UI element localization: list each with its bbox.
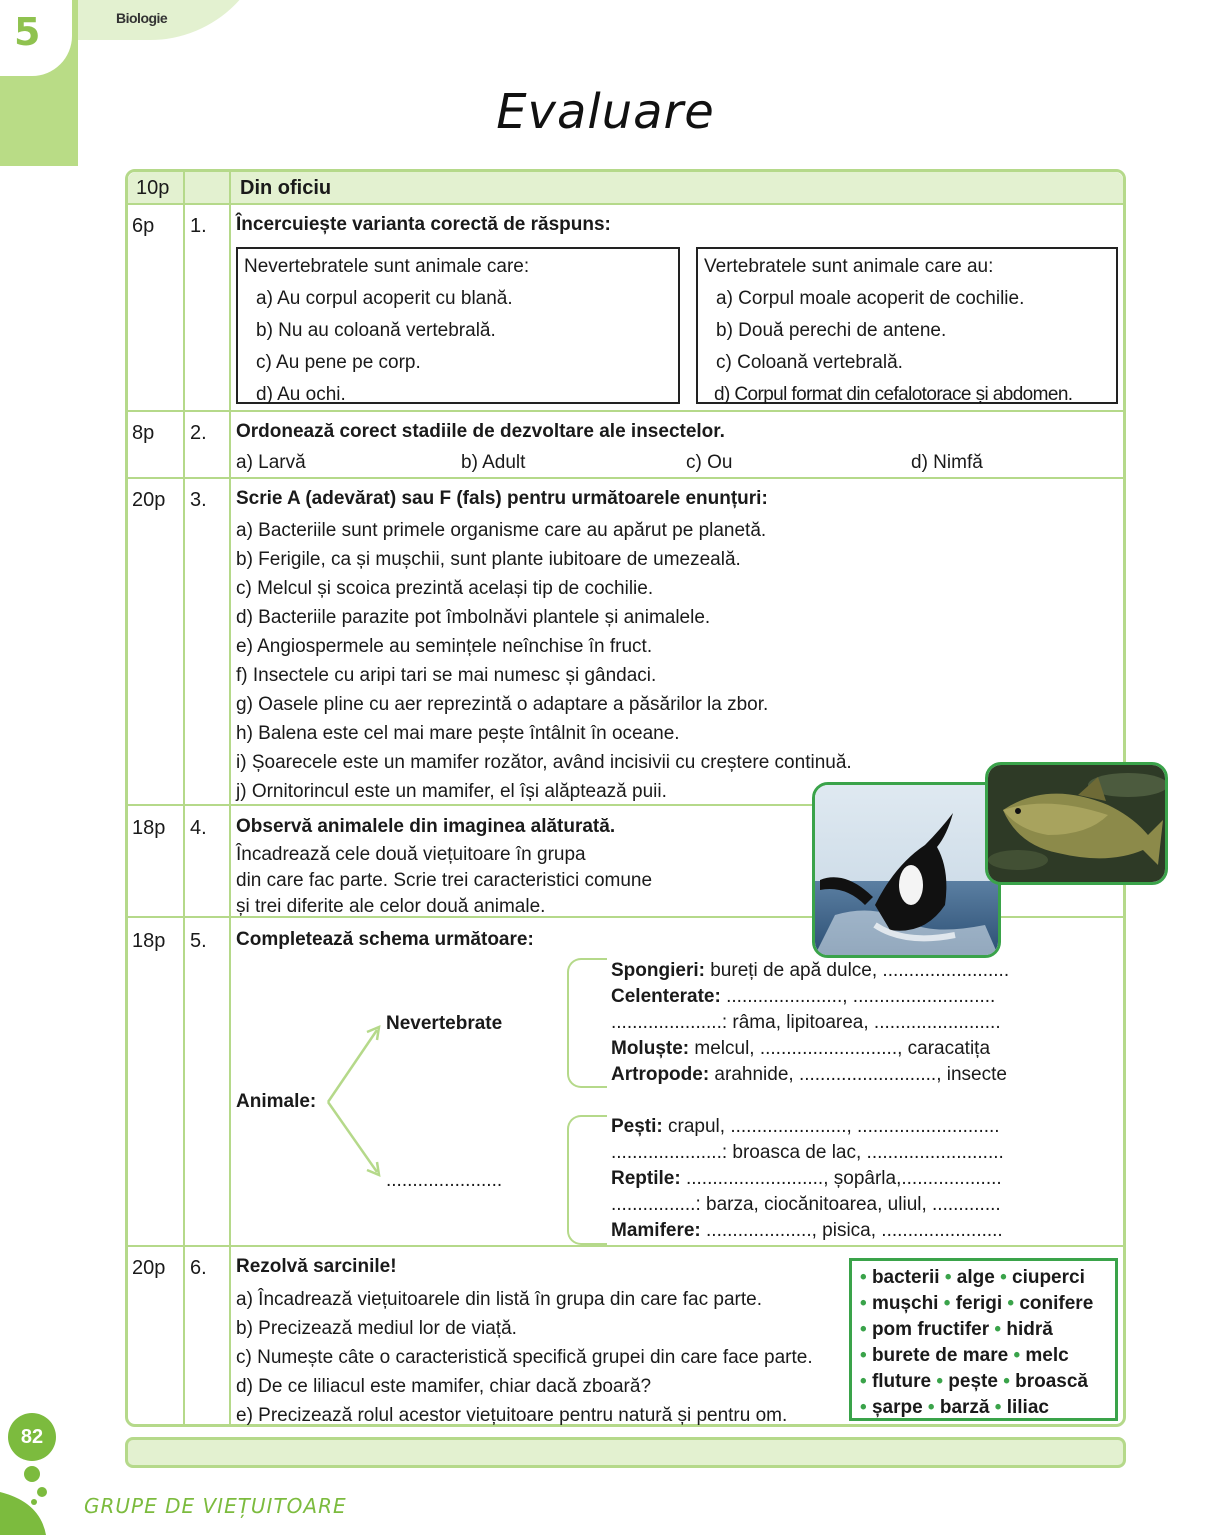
footer-bar: [125, 1437, 1126, 1468]
task: e) Precizează rolul acestor viețuitoare pentru natură și pentru om.: [236, 1405, 788, 1426]
question-instruction: Ordonează corect stadiile de dezvoltare ale insectelor.: [236, 421, 725, 442]
answer-option[interactable]: c) Au pene pe corp.: [256, 352, 421, 373]
statement: j) Ornitorincul este un mamifer, el își alăptează puii.: [236, 781, 667, 802]
chapter-title: GRUPE DE VIEȚUITOARE: [84, 1494, 347, 1518]
list-item: .....................: râma, lipitoarea, ........................: [611, 1012, 1001, 1033]
question-line: Încadrează cele două viețuitoare în grupa: [236, 844, 586, 865]
statement: g) Oasele pline cu aer reprezintă o adaptare a păsărilor la zbor.: [236, 694, 769, 715]
statement: i) Șoarecele este un mamifer rozător, având incisivii cu creștere continuă.: [236, 752, 852, 773]
word-row: • fluture • pește • broască: [860, 1371, 1088, 1392]
question-number: 2.: [190, 422, 207, 444]
word-row: • bacterii • alge • ciuperci: [860, 1267, 1085, 1288]
question-number: 3.: [190, 489, 207, 511]
task: d) De ce liliacul este mamifer, chiar dacă zboară?: [236, 1376, 652, 1397]
stage-option: d) Nimfă: [911, 452, 983, 473]
statement: b) Ferigile, ca și mușchii, sunt plante iubitoare de umezeală.: [236, 549, 741, 570]
vertebrate-list: [611, 1114, 1004, 1244]
question-number: 6.: [190, 1257, 207, 1279]
list-item: ................: barza, ciocănitoarea, uliul, .............: [611, 1194, 1001, 1215]
question-stem: Nevertebratele sunt animale care:: [244, 256, 530, 277]
subject-label: Biologie: [116, 10, 168, 26]
list-item: Pești: crapul, ......................, ...........................: [611, 1116, 1000, 1137]
column-divider: [229, 172, 231, 1424]
row-divider: [128, 203, 1123, 205]
vertebrates-question-box: [696, 247, 1118, 404]
points-cell: 10p: [136, 177, 170, 199]
word-row: • șarpe • barză • liliac: [860, 1397, 1049, 1418]
stage-option: a) Larvă: [236, 452, 306, 473]
question-number: 4.: [190, 817, 207, 839]
orca-photo: [812, 782, 1001, 958]
organism-word-box: [849, 1258, 1118, 1421]
page-title: Evaluare: [496, 84, 715, 140]
footer-dots-decoration: [0, 1462, 60, 1535]
list-item: Spongieri: bureți de apă dulce, ........................: [611, 960, 1010, 981]
list-item: Mamifere: ...................., pisica, .......................: [611, 1220, 1003, 1241]
list-item: Moluște: melcul, .........................., caracatița: [611, 1038, 991, 1059]
stage-option: b) Adult: [461, 452, 526, 473]
question-instruction: Încercuiește varianta corectă de răspuns:: [236, 214, 611, 235]
scheme-root: Animale:: [236, 1091, 317, 1112]
question-instruction: Completează schema următoare:: [236, 929, 534, 950]
question-line: și trei diferite ale celor două animale.: [236, 896, 546, 917]
bracket-bottom: [567, 1115, 607, 1245]
word-row: • burete de mare • melc: [860, 1345, 1069, 1366]
question-line: din care fac parte. Scrie trei caracteristici comune: [236, 870, 653, 891]
question-instruction: Scrie A (adevărat) sau F (fals) pentru următoarele enunțuri:: [236, 488, 768, 509]
scheme-arrows: [322, 1020, 392, 1180]
points-cell: 20p: [132, 489, 166, 511]
question-text: [236, 842, 652, 920]
task: c) Numește câte o caracteristică specifică grupei din care face parte.: [236, 1347, 813, 1368]
task: a) Încadrează viețuitoarele din listă în grupa din care fac parte.: [236, 1289, 762, 1310]
points-cell: 18p: [132, 817, 166, 839]
list-item: .....................: broasca de lac, ..........................: [611, 1142, 1004, 1163]
task-list: [236, 1285, 813, 1430]
bracket-top: [567, 958, 607, 1088]
statement: e) Angiospermele au semințele neînchise în fruct.: [236, 636, 653, 657]
list-item: Artropode: arahnide, .........................., insecte: [611, 1064, 1007, 1085]
statement: c) Melcul și scoica prezintă același tip de cochilie.: [236, 578, 654, 599]
chapter-number: 5: [14, 10, 41, 54]
list-item: Celenterate: ......................, ...........................: [611, 986, 996, 1007]
scheme-branch-top: Nevertebrate: [386, 1013, 503, 1034]
question-instruction: Observă animalele din imaginea alăturată.: [236, 816, 616, 837]
row-divider: [128, 1245, 1123, 1247]
points-cell: 20p: [132, 1257, 166, 1279]
word-row: • pom fructifer • hidră: [860, 1319, 1053, 1340]
page-number: 82: [8, 1413, 56, 1461]
row-divider: [128, 477, 1123, 479]
stage-option: c) Ou: [686, 452, 733, 473]
word-row: • mușchi • ferigi • conifere: [860, 1293, 1094, 1314]
statement-list: [236, 516, 852, 806]
list-item: Reptile: .........................., șopârla,...................: [611, 1168, 1002, 1189]
answer-option[interactable]: d) Corpul format din cefalotorace și abdomen.: [714, 384, 1073, 405]
answer-option[interactable]: b) Nu au coloană vertebrală.: [256, 320, 496, 341]
statement: a) Bacteriile sunt primele organisme care au apărut pe planetă.: [236, 520, 767, 541]
statement: h) Balena este cel mai mare pește întâlnit în oceane.: [236, 723, 680, 744]
points-cell: 18p: [132, 930, 166, 952]
column-divider: [183, 172, 185, 1424]
question-instruction: Rezolvă sarcinile!: [236, 1256, 397, 1277]
invertebrates-question-box: [236, 247, 680, 404]
points-cell: 8p: [132, 422, 155, 444]
carp-photo: [985, 762, 1168, 885]
answer-option[interactable]: c) Coloană vertebrală.: [716, 352, 903, 373]
answer-option[interactable]: a) Corpul moale acoperit de cochilie.: [716, 288, 1025, 309]
answer-option[interactable]: b) Două perechi de antene.: [716, 320, 947, 341]
task: b) Precizează mediul lor de viață.: [236, 1318, 517, 1339]
row-label: Din oficiu: [240, 177, 332, 199]
answer-option[interactable]: a) Au corpul acoperit cu blană.: [256, 288, 513, 309]
points-cell: 6p: [132, 215, 155, 237]
question-number: 5.: [190, 930, 207, 952]
invertebrate-list: [611, 958, 1009, 1088]
statement: f) Insectele cu aripi tari se mai numesc și gândaci.: [236, 665, 657, 686]
statement: d) Bacteriile parazite pot îmbolnăvi plantele și animalele.: [236, 607, 711, 628]
question-stem: Vertebratele sunt animale care au:: [704, 256, 994, 277]
answer-option[interactable]: d) Au ochi.: [256, 384, 346, 405]
scheme-branch-bottom: ......................: [386, 1170, 503, 1191]
question-number: 1.: [190, 215, 207, 237]
